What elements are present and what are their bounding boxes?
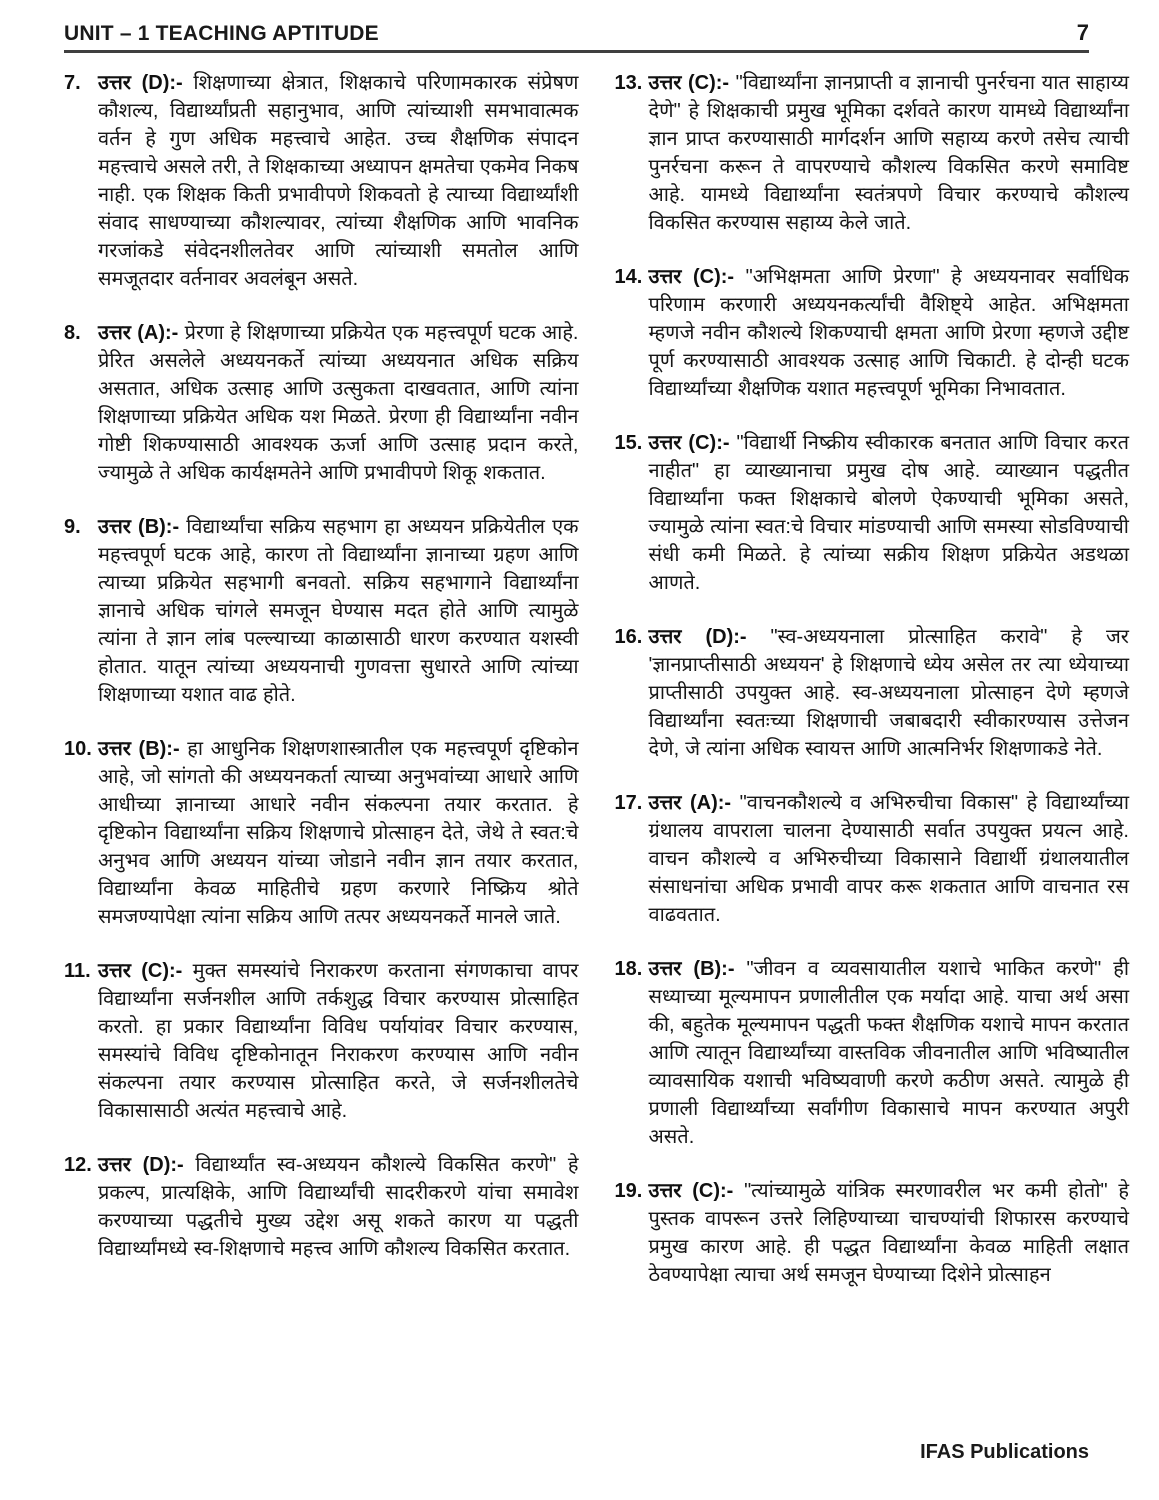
answer-label: उत्तर (A):- bbox=[648, 792, 732, 814]
answer-number: 8. bbox=[64, 322, 81, 344]
answer-item-15 bbox=[615, 429, 1130, 597]
answer-body bbox=[98, 319, 579, 487]
answer-body bbox=[649, 429, 1130, 597]
answer-number: 11. bbox=[64, 960, 91, 982]
answer-number: 16. bbox=[614, 626, 643, 648]
answer-text: "जीवन व व्यवसायातील यशाचे भाकित करणे" ही सध्याच्या मूल्यमापन प्रणालीतील एक मर्यादा आहे. याचा अर्थ असा की, बहुतेक मूल्यमापन पद्धती फक्त शैक्षणिक यशाचे मापन करतात आणि त्यातून विद्यार्थ्यांच्या वास्तविक जीवनातील आणि भविष्यातील व्यावसायिक यशाची भविष्यवाणी करणे कठीण असते. त्यामुळे ही प्रणाली विद्यार्थ्यांच्या सर्वांगीण विकासाचे मापन करण्यात अपुरी असते. bbox=[648, 958, 1129, 1148]
answer-text: मुक्त समस्यांचे निराकरण करताना संगणकाचा वापर विद्यार्थ्यांना सर्जनशील आणि तर्कशुद्ध विचार करण्यास प्रोत्साहित करतो. हा प्रकार विद्यार्थ्यांना विविध पर्यायांवर विचार करण्यास, समस्यांचे विविध दृष्टिकोनातून निराकरण करण्यास आणि नवीन संकल्पना तयार करण्यास प्रोत्साहित करते, जे सर्जनशीलतेचे विकासासाठी अत्यंत महत्त्वाचे आहे. bbox=[98, 960, 579, 1122]
answer-label: उत्तर (A):- bbox=[98, 322, 179, 344]
answer-text: "विद्यार्थ्यांना ज्ञानप्राप्ती व ज्ञानाची पुनर्रचना यात साहाय्य देणे" हे शिक्षकाची प्रमुख भूमिका दर्शवते कारण यामध्ये विद्यार्थ्यांना ज्ञान प्राप्त करण्यासाठी मार्गदर्शन आणि सहाय्य करणे तसेच त्याची पुनर्रचना करून ते वापरण्याचे कौशल्य विकसित करणे समाविष्ट आहे. यामध्ये विद्यार्थ्यांना स्वतंत्रपणे विचार करण्याचे कौशल्य विकसित करण्यास सहाय्य केले जाते. bbox=[648, 72, 1129, 234]
answer-item-19 bbox=[615, 1177, 1130, 1289]
answer-text: विद्यार्थ्यांचा सक्रिय सहभाग हा अध्ययन प्रक्रियेतील एक महत्त्वपूर्ण घटक आहे, कारण तो विद्यार्थ्यांना ज्ञानाच्या ग्रहण आणि त्याच्या प्रक्रियेत सहभागी बनवतो. सक्रिय सहभागाने विद्यार्थ्यांना ज्ञानाचे अधिक चांगले समजून घेण्यास मदत होते आणि त्यामुळे त्यांना ते ज्ञान लांब पल्ल्याच्या काळासाठी धारण करण्यात यशस्वी होतात. यातून त्यांच्या अध्ययनाची गुणवत्ता सुधारते आणि त्यांच्या शिक्षणाच्या यशात वाढ होते. bbox=[98, 516, 579, 706]
answer-number: 15. bbox=[614, 432, 643, 454]
answer-body bbox=[649, 623, 1130, 763]
answer-label: उत्तर (C):- bbox=[648, 1180, 734, 1202]
answer-label: उत्तर (D):- bbox=[98, 72, 183, 94]
answer-text: हा आधुनिक शिक्षणशास्त्रातील एक महत्त्वपूर्ण दृष्टिकोन आहे, जो सांगतो की अध्ययनकर्ता त्याच्या अनुभवांच्या आधारे आणि आधीच्या ज्ञानाच्या आधारे नवीन संकल्पना तयार करतात. हे दृष्टिकोन विद्यार्थ्यांना सक्रिय शिक्षणाचे प्रोत्साहन देते, जेथे ते स्वत:चे अनुभव आणि अध्ययन यांच्या जोडाने नवीन ज्ञान तयार करतात, विद्यार्थ्यांना केवळ माहितीचे ग्रहण करणारे निष्क्रिय श्रोते समजण्यापेक्षा त्यांना सक्रिय आणि तत्पर अध्ययनकर्ते मानले जाते. bbox=[98, 738, 579, 928]
unit-title: UNIT – 1 TEACHING APTITUDE bbox=[64, 22, 379, 45]
header-divider bbox=[64, 50, 1089, 53]
answer-body bbox=[649, 263, 1130, 403]
answer-item-18 bbox=[615, 955, 1130, 1151]
answer-item-9 bbox=[64, 513, 579, 709]
answer-label: उत्तर (B):- bbox=[98, 738, 180, 760]
answer-number: 19. bbox=[614, 1180, 643, 1202]
answer-text: "अभिक्षमता आणि प्रेरणा" हे अध्ययनावर सर्वाधिक परिणाम करणारी अध्ययनकर्त्यांची वैशिष्ट्ये आहेत. अभिक्षमता म्हणजे नवीन कौशल्ये शिकण्याची क्षमता आणि प्रेरणा म्हणजे उद्दीष्ट पूर्ण करण्यासाठी आवश्यक उत्साह आणि चिकाटी. हे दोन्ही घटक विद्यार्थ्यांच्या शैक्षणिक यशात महत्त्वपूर्ण भूमिका निभावतात. bbox=[648, 266, 1129, 400]
answer-item-14 bbox=[615, 263, 1130, 403]
answer-body bbox=[649, 69, 1130, 237]
answer-text: "वाचनकौशल्ये व अभिरुचीचा विकास" हे विद्यार्थ्यांच्या ग्रंथालय वापराला चालना देण्यासाठी सर्वात उपयुक्त प्रयत्न आहे. वाचन कौशल्ये व अभिरुचीच्या विकासाने विद्यार्थी ग्रंथालयातील संसाधनांचा अधिक प्रभावी वापर करू शकतात आणि वाचनात रस वाढवतात. bbox=[648, 792, 1130, 926]
answer-label: उत्तर (C):- bbox=[98, 960, 183, 982]
answer-item-13 bbox=[615, 69, 1130, 237]
answer-text: प्रेरणा हे शिक्षणाच्या प्रक्रियेत एक महत्त्वपूर्ण घटक आहे. प्रेरित असलेले अध्ययनकर्ते त्यांच्या अध्ययनात अधिक सक्रिय असतात, अधिक उत्साह आणि उत्सुकता दाखवतात, आणि त्यांना शिक्षणाच्या प्रक्रियेत अधिक यश मिळते. प्रेरणा ही विद्यार्थ्यांना नवीन गोष्टी शिकण्यासाठी आवश्यक ऊर्जा आणि उत्साह प्रदान करते, ज्यामुळे ते अधिक कार्यक्षमतेने आणि प्रभावीपणे शिकू शकतात. bbox=[98, 322, 579, 484]
answer-number: 13. bbox=[614, 72, 643, 94]
answer-number: 17. bbox=[614, 792, 643, 814]
answer-number: 18. bbox=[614, 958, 643, 980]
answer-label: उत्तर (B):- bbox=[648, 958, 735, 980]
page-number: 7 bbox=[1076, 20, 1089, 45]
answer-number: 12. bbox=[64, 1154, 92, 1176]
column-right bbox=[615, 69, 1130, 1315]
answer-label: उत्तर (B):- bbox=[98, 516, 180, 538]
page-header bbox=[64, 20, 1129, 50]
column-left bbox=[64, 69, 579, 1289]
answer-body bbox=[649, 955, 1130, 1151]
answer-body bbox=[649, 1177, 1130, 1289]
answer-item-7 bbox=[64, 69, 579, 293]
answer-label: उत्तर (C):- bbox=[648, 72, 730, 94]
answer-number: 9. bbox=[64, 516, 81, 538]
answer-label: उत्तर (D):- bbox=[648, 626, 747, 648]
answer-body bbox=[98, 957, 579, 1125]
answer-body bbox=[98, 513, 579, 709]
answer-body bbox=[649, 789, 1130, 929]
answer-body bbox=[98, 69, 579, 293]
answer-number: 14. bbox=[614, 266, 643, 288]
answer-item-10 bbox=[64, 735, 579, 931]
answer-text: "त्यांच्यामुळे यांत्रिक स्मरणावरील भर कमी होतो" हे पुस्तक वापरून उत्तरे लिहिण्याच्या चाचण्यांची शिफारस करण्याचे प्रमुख कारण आहे. ही पद्धत विद्यार्थ्यांना केवळ माहिती लक्षात ठेवण्यापेक्षा त्याचा अर्थ समजून घेण्याच्या दिशेने प्रोत्साहन bbox=[648, 1180, 1129, 1286]
answer-body bbox=[98, 1151, 579, 1263]
answer-item-17 bbox=[615, 789, 1130, 929]
answer-item-11 bbox=[64, 957, 579, 1125]
answer-item-8 bbox=[64, 319, 579, 487]
answer-label: उत्तर (C):- bbox=[648, 432, 730, 454]
answer-text: "स्व-अध्ययनाला प्रोत्साहित करावे" हे जर 'ज्ञानप्राप्तीसाठी अध्ययन' हे शिक्षणाचे ध्येय असेल तर त्या ध्येयाच्या प्राप्तीसाठी उपयुक्त आहे. स्व-अध्ययनाला प्रोत्साहन देणे म्हणजे विद्यार्थ्यांना स्वतःच्या शिक्षणाची जबाबदारी स्वीकारण्यास उत्तेजन देणे, जे त्यांना अधिक स्वायत्त आणि आत्मनिर्भर शिक्षणाकडे नेते. bbox=[648, 626, 1129, 760]
answer-label: उत्तर (C):- bbox=[648, 266, 735, 288]
answer-body bbox=[98, 735, 579, 931]
answer-columns bbox=[64, 69, 1129, 1315]
answer-item-12 bbox=[64, 1151, 579, 1263]
answer-text: "विद्यार्थी निष्क्रीय स्वीकारक बनतात आणि विचार करत नाहीत" हा व्याख्यानाचा प्रमुख दोष आहे. व्याख्यान पद्धतीत विद्यार्थ्यांना फक्त शिक्षकाचे बोलणे ऐकण्याची भूमिका असते, ज्यामुळे त्यांना स्वत:चे विचार मांडण्याची आणि समस्या सोडविण्याची संधी कमी मिळते. हे त्यांच्या सक्रीय शिक्षण प्रक्रियेत अडथळा आणते. bbox=[648, 432, 1130, 594]
answer-text: शिक्षणाच्या क्षेत्रात, शिक्षकाचे परिणामकारक संप्रेषण कौशल्य, विद्यार्थ्यांप्रती सहानुभाव, आणि त्यांच्याशी समभावात्मक वर्तन हे गुण अधिक महत्त्वाचे आहेत. उच्च शैक्षणिक संपादन महत्त्वाचे असले तरी, ते शिक्षकाच्या अध्यापन क्षमतेचा एकमेव निकष नाही. एक शिक्षक किती प्रभावीपणे शिकवतो हे त्याच्या विद्यार्थ्यांशी संवाद साधण्याच्या कौशल्यावर, त्यांच्या शैक्षणिक आणि भावनिक गरजांकडे संवेदनशीलतेवर आणि त्यांच्याशी समतोल आणि समजूतदार वर्तनावर अवलंबून असते. bbox=[98, 72, 579, 290]
answer-label: उत्तर (D):- bbox=[98, 1154, 184, 1176]
publisher-name: IFAS Publications bbox=[920, 1441, 1089, 1463]
answer-text: विद्यार्थ्यांत स्व-अध्ययन कौशल्ये विकसित करणे" हे प्रकल्प, प्रात्यक्षिके, आणि विद्यार्थ्यांची सादरीकरणे यांचा समावेश करण्याच्या पद्धतीचे मुख्य उद्देश असू शकते कारण या पद्धती विद्यार्थ्यांमध्ये स्व-शिक्षणाचे महत्त्व आणि कौशल्य विकसित करतात. bbox=[98, 1154, 579, 1260]
answer-number: 7. bbox=[64, 72, 81, 94]
answer-item-16 bbox=[615, 623, 1130, 763]
answer-number: 10. bbox=[64, 738, 92, 760]
